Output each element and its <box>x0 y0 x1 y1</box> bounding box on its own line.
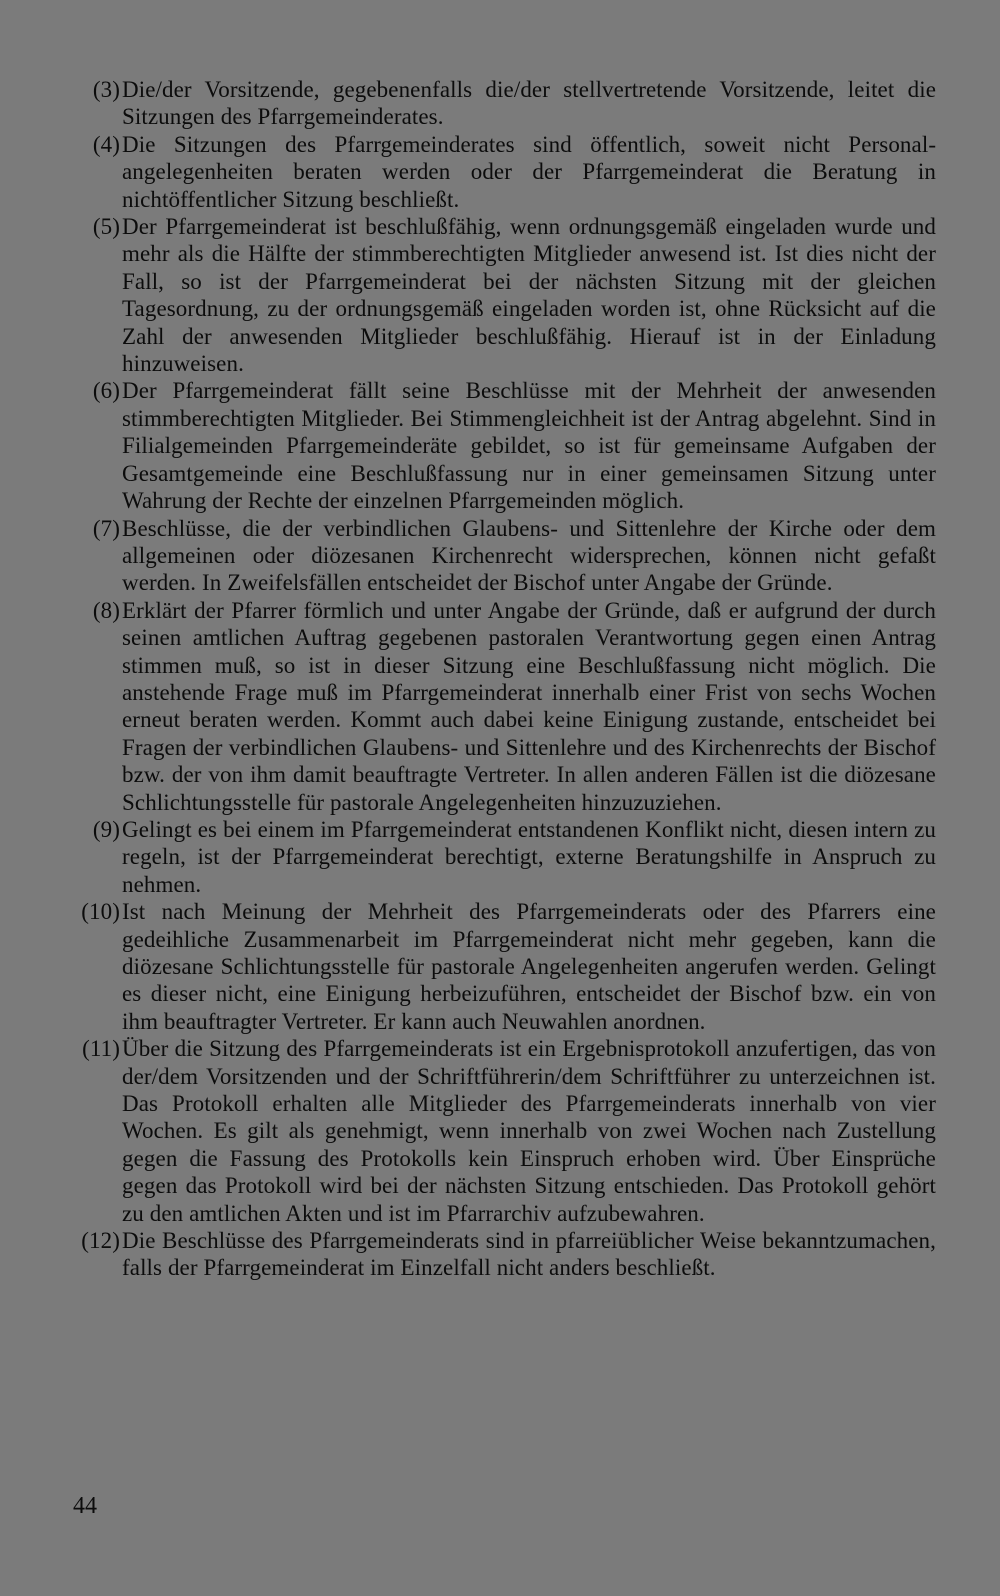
paragraph-text: Der Pfarrgemeinderat fällt seine Beschlüsse mit der Mehrheit der anwesenden stimmberechtigten Mitglieder. Bei Stimmengleichheit ist der Antrag abgelehnt. Sind in Filialgemeinden Pfarrgemeinderäte gebildet, so ist für gemeinsame Aufgaben der Gesamtgemeinde eine Beschlußfassung nur in einer gemeinsamen Sitzung unter Wahrung der Rechte der einzelnen Pfarrgemeinden möglich. <box>122 378 936 514</box>
paragraph-3 <box>74 76 936 131</box>
paragraph-text: Der Pfarrgemeinderat ist beschlußfähig, wenn ordnungsgemäß eingeladen wurde und mehr als die Hälfte der stimmberechtigten Mitglieder anwesend ist. Ist dies nicht der Fall, so ist der Pfarrgemeinderat bei der nächsten Sitzung mit der gleichen Tagesordnung, zu der ordnungsgemäß eingeladen worden ist, ohne Rücksicht auf die Zahl der anwesenden Mitglieder beschlußfähig. Hierauf ist in der Einladung hinzuweisen. <box>122 214 936 377</box>
paragraph-9 <box>74 816 936 898</box>
paragraph-text: Die Beschlüsse des Pfarrgemeinderats sind in pfarreiüblicher Weise bekanntzumachen, falls der Pfarrgemeinderat im Einzelfall nicht anders beschließt. <box>122 1228 936 1281</box>
paragraph-7 <box>74 515 936 597</box>
paragraph-10 <box>74 898 936 1035</box>
paragraph-text: Gelingt es bei einem im Pfarrgemeinderat entstandenen Konflikt nicht, diesen intern zu regeln, ist der Pfarrgemeinderat berechtigt, externe Beratungshilfe in Anspruch zu nehmen. <box>122 816 936 897</box>
paragraph-number: (4) <box>92 131 120 157</box>
paragraph-number: (5) <box>92 214 120 240</box>
paragraph-number: (10) <box>81 899 120 925</box>
paragraph-text: Erklärt der Pfarrer förmlich und unter Angabe der Gründe, daß er aufgrund der durch seinen amtlichen Auftrag gegebenen pastoralen Verantwortung gegen einen Antrag stimmen muß, so ist in dieser Sitzung eine Beschlußfassung nicht möglich. Die anstehende Frage muß im Pfarrgemeinderat innerhalb einer Frist von sechs Wochen erneut beraten werden. Kommt auch dabei keine Einigung zustande, entscheidet bei Fragen der verbindlichen Glaubens- und Sittenlehre und des Kirchenrechts der Bischof bzw. der von ihm damit beauftragte Vertreter. In allen anderen Fällen ist die diözesane Schlichtungsstelle für pastorale Angelegenheiten hinzuzuziehen. <box>122 597 936 815</box>
paragraph-6 <box>74 377 936 514</box>
paragraph-text: Die/der Vorsitzende, gegebenenfalls die/der stellvertretende Vorsitzende, leitet die Sitzungen des Pfarrgemeinderates. <box>122 77 936 130</box>
paragraph-number: (12) <box>81 1228 120 1254</box>
page-number: 44 <box>73 1493 97 1519</box>
paragraph-text: Über die Sitzung des Pfarrgemeinderats ist ein Ergebnisprotokoll anzufertigen, das von der/dem Vorsitzenden und der Schriftführerin/dem Schriftführer zu unterzeichnen ist. Das Protokoll erhalten alle Mitglieder des Pfarrgemeinderats innerhalb von vier Wochen. Es gilt als genehmigt, wenn innerhalb von zwei Wochen nach Zustellung gegen die Fassung des Protokolls kein Einspruch erhoben wird. Über Einsprüche gegen das Protokoll wird bei der nächsten Sitzung entschieden. Das Protokoll gehört zu den amtlichen Akten und ist im Pfarrarchiv aufzubewahren. <box>122 1036 936 1226</box>
paragraph-8 <box>74 597 936 816</box>
paragraph-text: Die Sitzungen des Pfarrgemeinderates sind öffentlich, soweit nicht Personalangelegenheiten beraten werden oder der Pfarrgemeinderat die Beratung in nichtöffentlicher Sitzung beschließt. <box>122 131 936 212</box>
paragraph-number: (6) <box>92 378 120 404</box>
paragraph-number: (3) <box>92 77 120 102</box>
paragraph-text: Beschlüsse, die der verbindlichen Glaubens- und Sittenlehre der Kirche oder dem allgemeinen oder diözesanen Kirchenrecht widersprechen, können nicht gefaßt werden. In Zweifelsfällen entscheidet der Bischof unter Angabe der Gründe. <box>122 515 936 596</box>
paragraph-12 <box>74 1227 936 1282</box>
paragraph-text: Ist nach Meinung der Mehrheit des Pfarrgemeinderats oder des Pfarrers eine gedeihliche Zusammenarbeit im Pfarrgemeinderat nicht mehr gegeben, kann die diözesane Schlichtungsstelle für pastorale Angelegenheiten angerufen werden. Gelingt es dieser nicht, eine Einigung herbeizuführen, entscheidet der Bischof bzw. ein von ihm beauftragter Vertreter. Er kann auch Neuwahlen anordnen. <box>122 899 936 1034</box>
paragraph-number: (11) <box>82 1036 120 1062</box>
paragraph-number: (8) <box>92 597 120 623</box>
paragraph-number: (7) <box>92 515 120 541</box>
paragraph-5 <box>74 213 936 377</box>
paragraph-4 <box>74 131 936 213</box>
paragraph-list <box>74 76 936 1282</box>
paragraph-number: (9) <box>92 816 120 842</box>
paragraph-11 <box>74 1035 936 1227</box>
